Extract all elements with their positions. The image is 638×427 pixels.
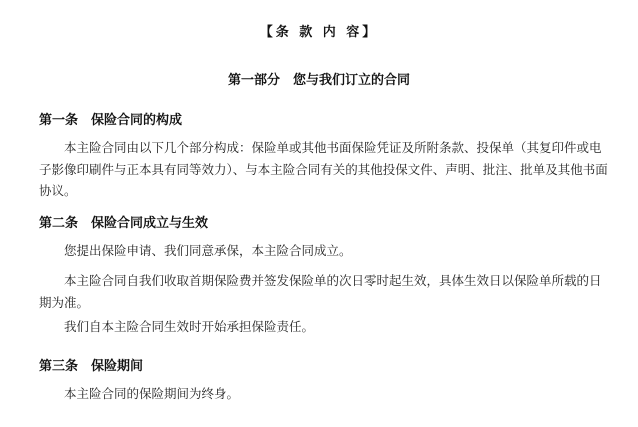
article-number: 第三条 — [39, 359, 79, 374]
article-title: 保险期间 — [91, 359, 144, 374]
article-title: 保险合同成立与生效 — [91, 216, 209, 231]
article-paragraph: 您提出保险申请、我们同意承保，本主险合同成立。 — [64, 243, 352, 258]
article-number: 第二条 — [39, 216, 79, 231]
article-heading — [39, 113, 182, 129]
article-paragraph: 本主险合同的保险期间为终身。 — [64, 386, 240, 401]
article-paragraph: 本主险合同由以下几个部分构成：保险单或其他书面保险凭证及所附条款、投保单（其复印件或电子影像印刷件与正本具有同等效力）、与本主险合同有关的其他投保文件、声明、批注、批单及其他书面协议。 — [39, 140, 608, 198]
article-heading — [39, 216, 208, 232]
article-number: 第一条 — [39, 113, 79, 128]
article-heading — [39, 359, 143, 375]
article-paragraph: 本主险合同自我们收取首期保险费并签发保险单的次日零时起生效，具体生效日以保险单所载的日期为准。 — [39, 273, 602, 310]
article-title: 保险合同的构成 — [91, 113, 183, 128]
document-title: 【条 款 内 容】 — [259, 25, 379, 40]
part-title: 第一部分 您与我们订立的合同 — [227, 73, 410, 88]
article-paragraph: 我们自本主险合同生效时开始承担保险责任。 — [64, 319, 315, 334]
